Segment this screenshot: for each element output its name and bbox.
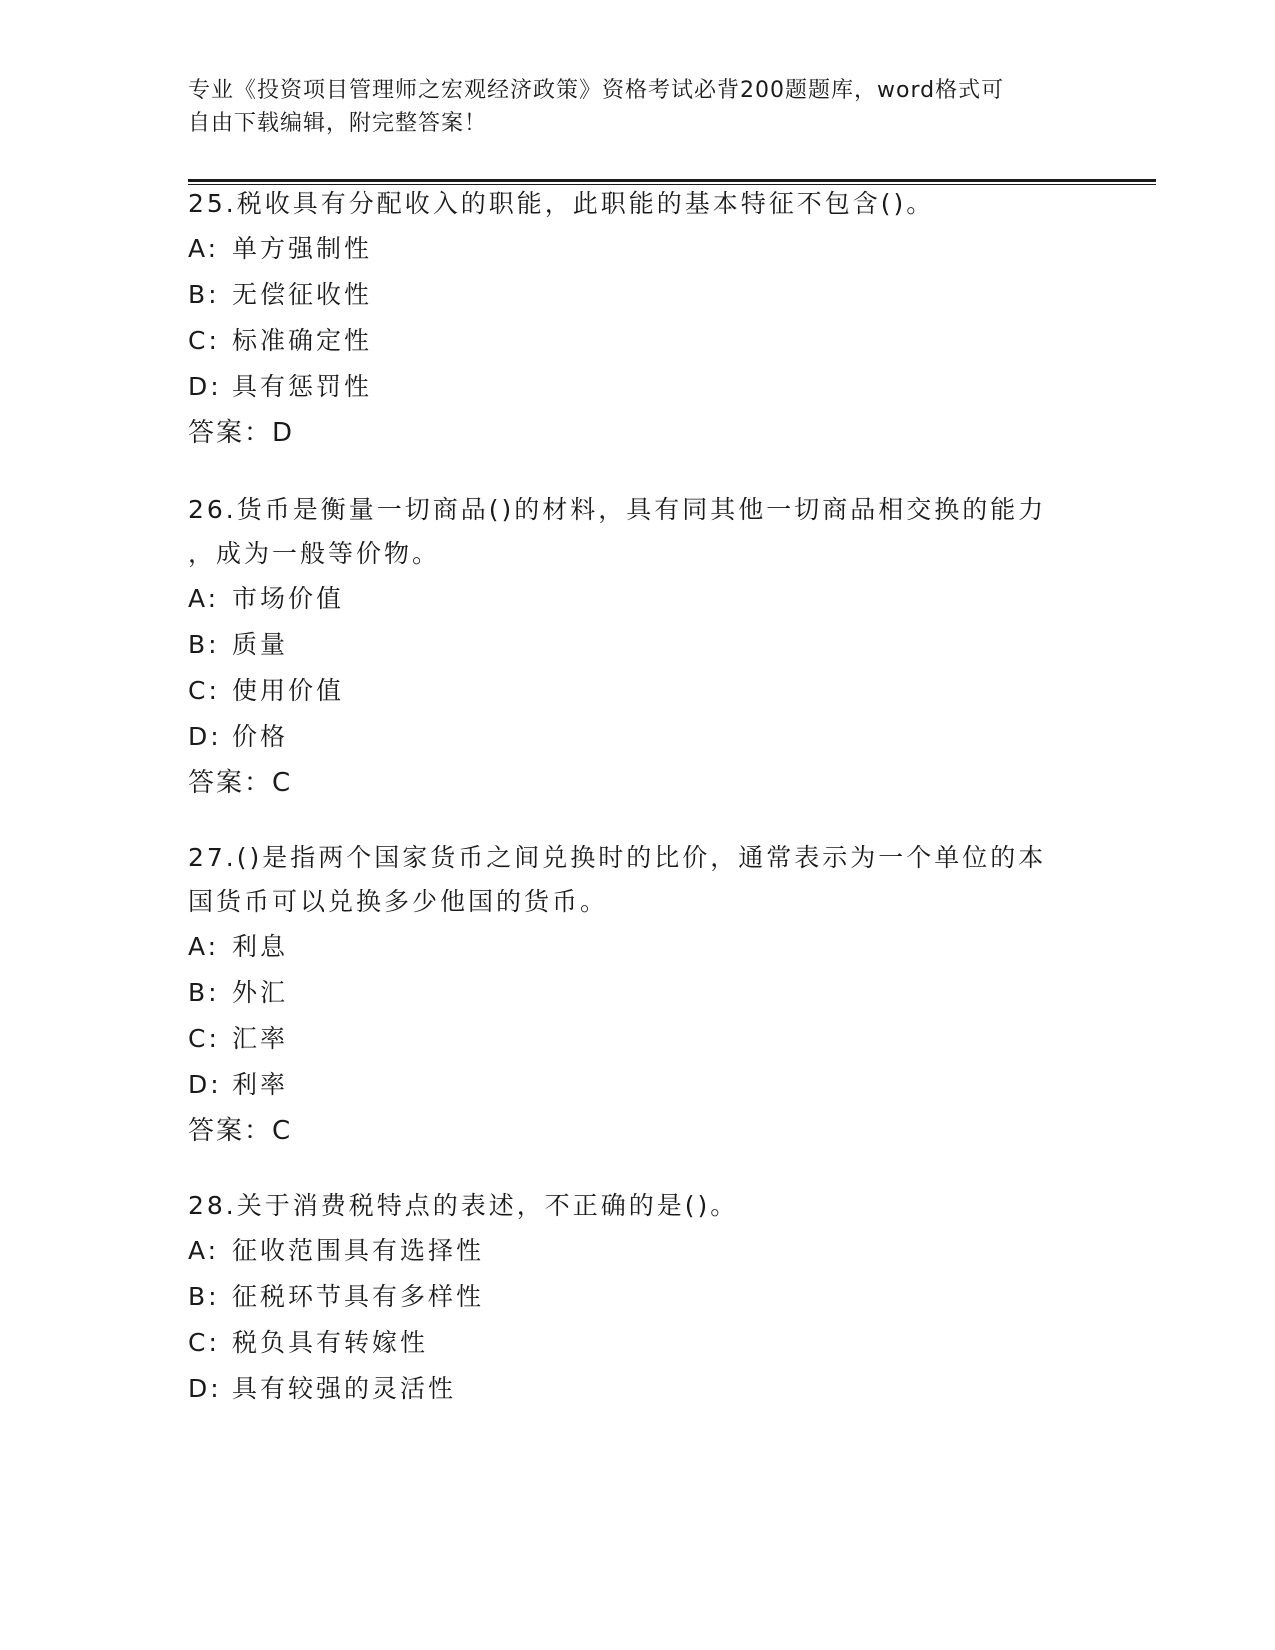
option-b — [188, 970, 1088, 1016]
option-key: D: — [188, 1374, 222, 1403]
option-text: 质量 — [232, 630, 289, 659]
option-d — [188, 1062, 1088, 1108]
question-stem: 28.关于消费税特点的表述，不正确的是()。 — [188, 1191, 739, 1220]
option-text: 征收范围具有选择性 — [232, 1236, 485, 1265]
option-key: C: — [188, 326, 220, 355]
option-d — [188, 714, 1088, 760]
option-key: D: — [188, 372, 222, 401]
option-key: B: — [188, 280, 220, 309]
option-text: 无偿征收性 — [232, 280, 373, 309]
option-text: 标准确定性 — [232, 326, 373, 355]
option-text: 汇率 — [232, 1024, 289, 1053]
option-text: 外汇 — [232, 978, 289, 1007]
option-text: 征税环节具有多样性 — [232, 1282, 485, 1311]
answer-line: 答案：C — [188, 1116, 293, 1146]
question-25 — [188, 182, 1088, 456]
question-28 — [188, 1184, 1088, 1412]
option-b — [188, 272, 1088, 318]
option-text: 单方强制性 — [232, 234, 373, 263]
option-text: 价格 — [232, 722, 289, 751]
question-stem-continued: 国货币可以兑换多少他国的货币。 — [188, 887, 609, 916]
option-a — [188, 924, 1088, 970]
option-text: 具有惩罚性 — [232, 372, 373, 401]
question-stem: 27.()是指两个国家货币之间兑换时的比价，通常表示为一个单位的本 — [188, 843, 1047, 872]
option-key: B: — [188, 630, 220, 659]
option-b — [188, 1274, 1088, 1320]
header-line-2: 自由下载编辑，附完整答案！ — [188, 111, 488, 136]
option-key: A: — [188, 1236, 220, 1265]
question-stem: 25.税收具有分配收入的职能，此职能的基本特征不包含()。 — [188, 189, 935, 218]
option-key: B: — [188, 978, 220, 1007]
option-text: 税负具有转嫁性 — [232, 1328, 429, 1357]
option-text: 市场价值 — [232, 584, 345, 613]
question-stem-continued: ，成为一般等价物。 — [188, 539, 441, 568]
option-text: 利息 — [232, 932, 289, 961]
option-text: 利率 — [232, 1070, 289, 1099]
option-text: 使用价值 — [232, 676, 345, 705]
option-key: C: — [188, 1024, 220, 1053]
option-key: C: — [188, 676, 220, 705]
option-c — [188, 668, 1088, 714]
option-d — [188, 1366, 1088, 1412]
option-key: A: — [188, 234, 220, 263]
option-text: 具有较强的灵活性 — [232, 1374, 457, 1403]
option-c — [188, 1320, 1088, 1366]
option-key: C: — [188, 1328, 220, 1357]
option-key: B: — [188, 1282, 220, 1311]
question-stem: 26.货币是衡量一切商品()的材料，具有同其他一切商品相交换的能力 — [188, 495, 1047, 524]
option-d — [188, 364, 1088, 410]
option-a — [188, 226, 1088, 272]
option-c — [188, 318, 1088, 364]
option-key: D: — [188, 722, 222, 751]
option-key: A: — [188, 932, 220, 961]
option-b — [188, 622, 1088, 668]
option-key: D: — [188, 1070, 222, 1099]
option-key: A: — [188, 584, 220, 613]
answer-line: 答案：C — [188, 768, 293, 798]
option-a — [188, 1228, 1088, 1274]
question-27 — [188, 836, 1088, 1154]
option-a — [188, 576, 1088, 622]
question-26 — [188, 488, 1088, 806]
document-header — [188, 74, 1088, 140]
header-line-1: 专业《投资项目管理师之宏观经济政策》资格考试必背200题题库，word格式可 — [188, 78, 1005, 103]
option-c — [188, 1016, 1088, 1062]
answer-line: 答案：D — [188, 418, 295, 448]
